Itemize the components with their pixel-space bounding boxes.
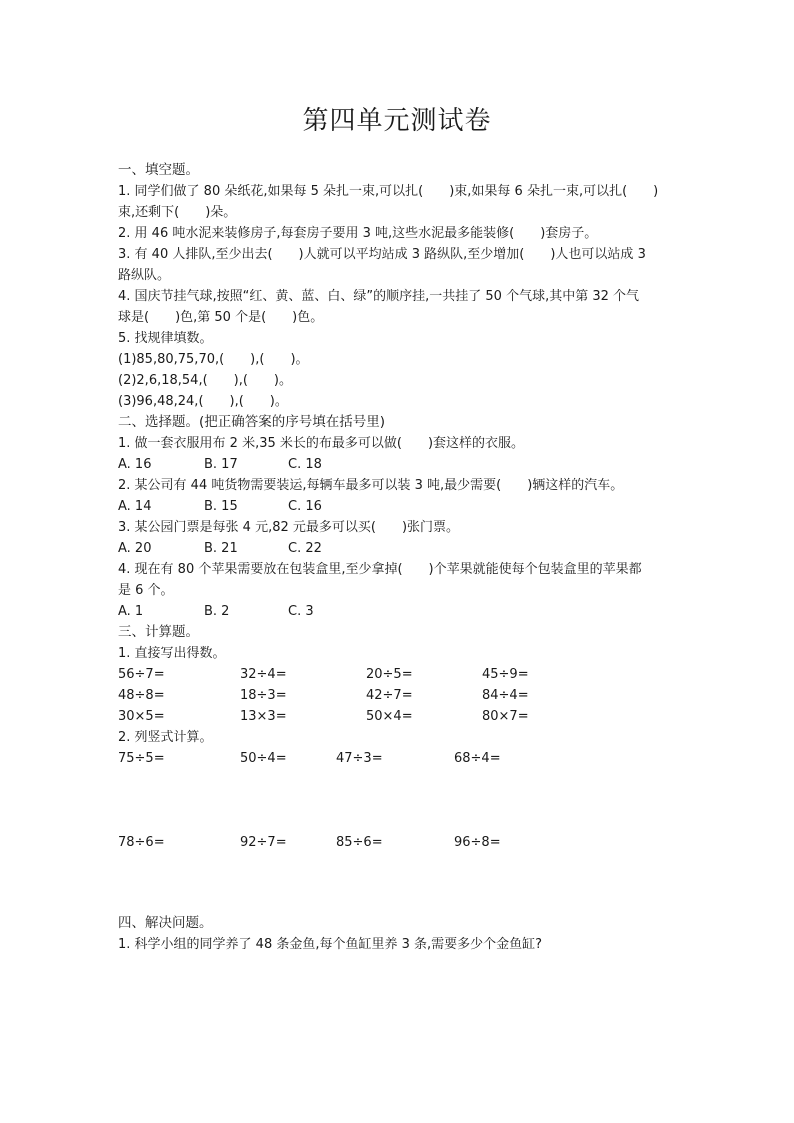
calc-item: 68÷4= [454,751,501,766]
question-text: 2. 用 46 吨水泥来装修房子,每套房子要用 3 吨,这些水泥最多能装修( )套房子。 [118,226,598,241]
calc-item: 18÷3= [240,688,287,703]
exam-content [118,160,680,955]
calc-item: 47÷3= [336,751,383,766]
option-b: B. 17 [204,457,238,472]
question-text: 1. 做一套衣服用布 2 米,35 米长的布最多可以做( )套这样的衣服。 [118,436,525,451]
calc-item: 50×4= [366,709,413,724]
answer-options [118,538,680,559]
calc-item: 13×3= [240,709,287,724]
vertical-calc-row [118,748,680,769]
option-a: A. 20 [118,541,152,556]
calc-row [118,706,680,727]
question-text: 是 6 个。 [118,583,174,598]
work-space [118,769,680,832]
calc-item: 42÷7= [366,688,413,703]
option-c: C. 3 [288,604,314,619]
calc-item: 48÷8= [118,688,165,703]
question-text: 路纵队。 [118,268,171,283]
calc-item: 84÷4= [482,688,529,703]
section-heading-fill-in: 一、填空题。 [118,162,199,178]
question-text: 5. 找规律填数。 [118,331,213,346]
option-c: C. 22 [288,541,322,556]
calc-item: 85÷6= [336,835,383,850]
page-title: 第四单元测试卷 [302,106,492,136]
section-heading-choice: 二、选择题。(把正确答案的序号填在括号里) [118,414,386,430]
calc-item: 20÷5= [366,667,413,682]
calc-item: 50÷4= [240,751,287,766]
option-c: C. 18 [288,457,322,472]
question-text: 2. 某公司有 44 吨货物需要装运,每辆车最多可以装 3 吨,最少需要( )辆这样的汽车。 [118,478,624,493]
vertical-calc-row [118,832,680,853]
subsection-title: 1. 直接写出得数。 [118,646,226,661]
question-text: 球是( )色,第 50 个是( )色。 [118,310,324,325]
option-b: B. 21 [204,541,238,556]
calc-item: 56÷7= [118,667,165,682]
calc-row [118,664,680,685]
sequence-item: (3)96,48,24,( ),( )。 [118,394,288,409]
question-text: 4. 国庆节挂气球,按照“红、黄、蓝、白、绿”的顺序挂,一共挂了 50 个气球,其中第 32 个气 [118,289,640,304]
calc-item: 75÷5= [118,751,165,766]
calc-item: 45÷9= [482,667,529,682]
calc-row [118,685,680,706]
question-text: 1. 科学小组的同学养了 48 条金鱼,每个鱼缸里养 3 条,需要多少个金鱼缸? [118,937,543,952]
subsection-title: 2. 列竖式计算。 [118,730,213,745]
calc-item: 80×7= [482,709,529,724]
question-text: 3. 某公园门票是每张 4 元,82 元最多可以买( )张门票。 [118,520,460,535]
question-text: 3. 有 40 人排队,至少出去( )人就可以平均站成 3 路纵队,至少增加( )人也可以站成 3 [118,247,646,262]
sequence-item: (2)2,6,18,54,( ),( )。 [118,373,292,388]
question-text: 束,还剩下( )朵。 [118,205,237,220]
option-b: B. 2 [204,604,230,619]
option-a: A. 1 [118,604,144,619]
answer-options [118,601,680,622]
option-a: A. 14 [118,499,152,514]
option-c: C. 16 [288,499,322,514]
calc-item: 78÷6= [118,835,165,850]
calc-item: 92÷7= [240,835,287,850]
answer-options [118,454,680,475]
work-space [118,853,680,913]
answer-options [118,496,680,517]
sequence-item: (1)85,80,75,70,( ),( )。 [118,352,309,367]
calc-item: 32÷4= [240,667,287,682]
section-heading-calculation: 三、计算题。 [118,624,199,640]
calc-item: 30×5= [118,709,165,724]
question-text: 4. 现在有 80 个苹果需要放在包装盒里,至少拿掉( )个苹果就能使每个包装盒里的苹果都 [118,562,642,577]
calc-item: 96÷8= [454,835,501,850]
option-b: B. 15 [204,499,238,514]
option-a: A. 16 [118,457,152,472]
section-heading-problem-solving: 四、解决问题。 [118,915,213,931]
question-text: 1. 同学们做了 80 朵纸花,如果每 5 朵扎一束,可以扎( )束,如果每 6 朵扎一束,可以扎( ) [118,184,659,199]
